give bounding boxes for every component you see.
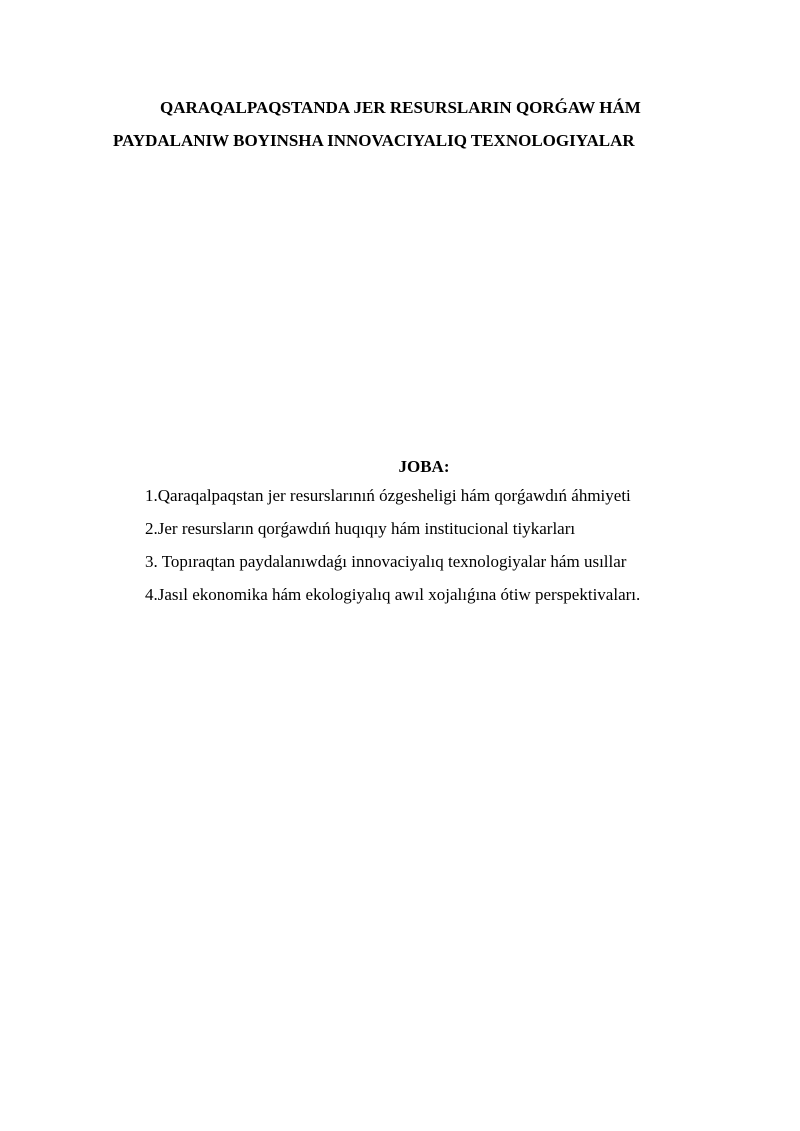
plan-list: [145, 485, 640, 617]
document-title-line-1: QARAQALPAQSTANDA JER RESURSLARIN QORǴAW HÁM: [160, 98, 641, 117]
plan-item-1: 1.Qaraqalpaqstan jer resurslarınıń ózgesheligi hám qorǵawdıń áhmiyeti: [145, 486, 631, 505]
plan-item-3: 3. Topıraqtan paydalanıwdaǵı innovaciyalıq texnologiyalar hám usıllar: [145, 552, 627, 571]
plan-item-4: 4.Jasıl ekonomika hám ekologiyalıq awıl xojalıǵına ótiw perspektivaları.: [145, 585, 641, 604]
plan-item-2: 2.Jer resursların qorǵawdıń huqıqıy hám institucional tiykarları: [145, 519, 576, 538]
document-title-line-2: PAYDALANIW BOYINSHA INNOVACIYALIQ TEXNOLOGIYALAR: [113, 131, 635, 150]
plan-heading: JOBA:: [398, 457, 450, 476]
